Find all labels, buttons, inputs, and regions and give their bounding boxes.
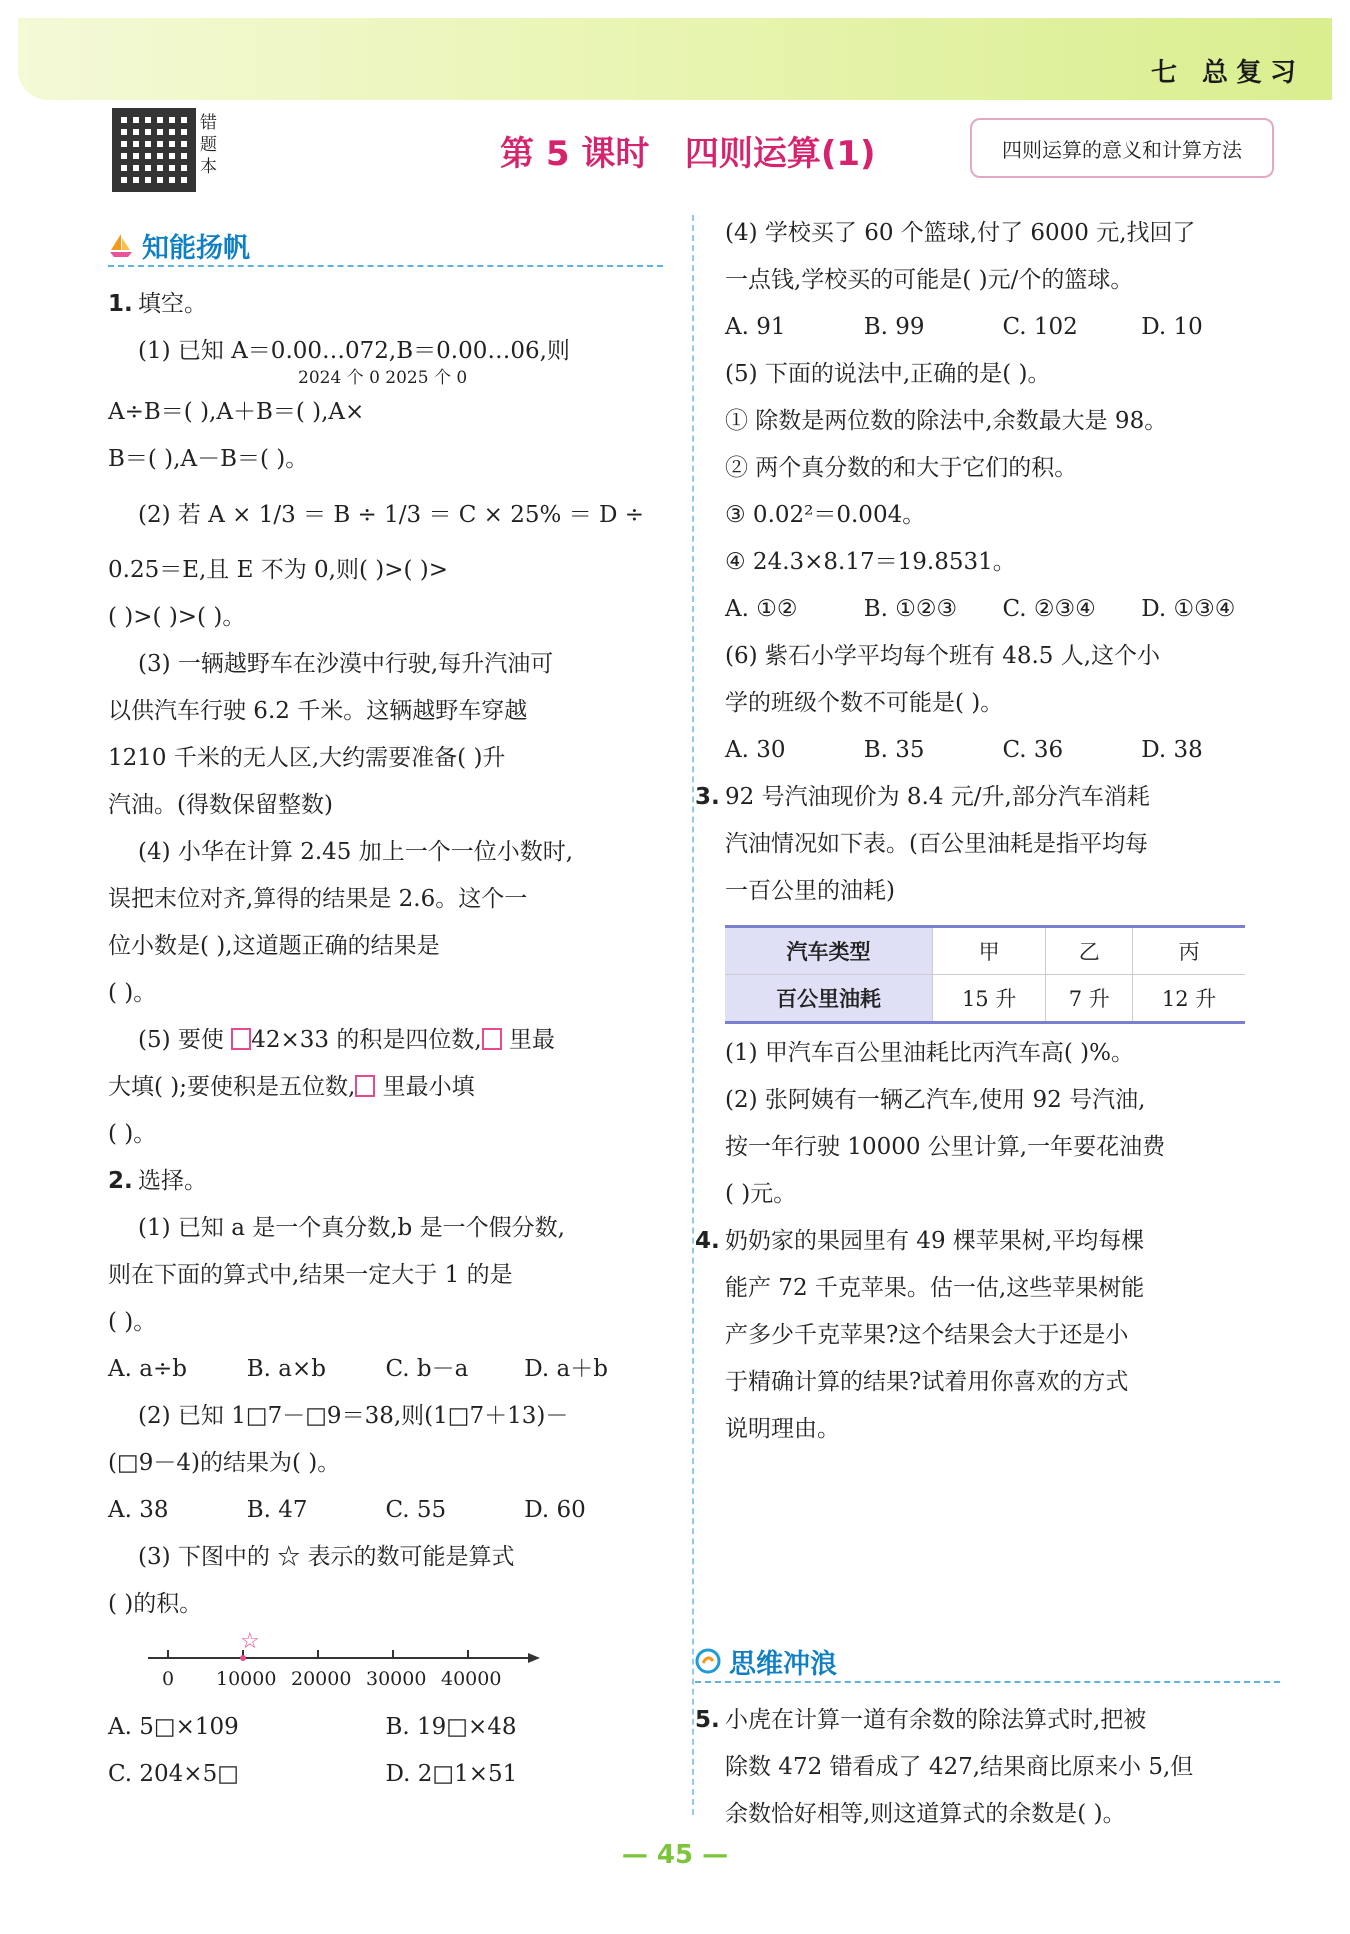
- q2-title: 2. 选择。: [108, 1168, 207, 1194]
- option-d[interactable]: D. a＋b: [524, 1356, 608, 1382]
- q2-5-statement4: ④ 24.3×8.17＝19.8531。: [725, 549, 1016, 575]
- q1-1-line3: B＝( ),A－B＝( )。: [108, 446, 309, 472]
- option-d[interactable]: D. 10: [1141, 314, 1203, 340]
- option-b[interactable]: B. a×b: [246, 1356, 326, 1382]
- option-c[interactable]: C. 102: [1002, 314, 1078, 340]
- q1-3-line3: 1210 千米的无人区,大约需要准备( )升: [108, 745, 506, 771]
- q1-3-line4: 汽油。(得数保留整数): [108, 792, 333, 818]
- q1-3-line2: 以供汽车行驶 6.2 千米。这辆越野车穿越: [108, 698, 528, 724]
- option-a[interactable]: A. 38: [108, 1497, 169, 1523]
- table-cell: 7 升: [1046, 975, 1133, 1023]
- tick-label: 30000: [366, 1668, 427, 1690]
- lesson-title: 第 5 课时 四则运算(1): [500, 134, 876, 174]
- topic-box: 四则运算的意义和计算方法: [970, 118, 1274, 178]
- option-a[interactable]: A. ①②: [725, 596, 798, 622]
- q1-4-line3: 位小数是( ),这道题正确的结果是: [108, 933, 440, 959]
- q1-1-line1: (1) 已知 A＝0.00…072,B＝0.00…06,则: [138, 338, 570, 364]
- q5-line1: 5. 小虎在计算一道有余数的除法算式时,把被: [695, 1707, 1147, 1733]
- q2-5-line1: (5) 下面的说法中,正确的是( )。: [725, 361, 1051, 387]
- qr-label: 错题本: [200, 113, 217, 177]
- table-cell: 甲: [933, 927, 1046, 975]
- q4-line5: 说明理由。: [725, 1416, 840, 1442]
- table-cell: 12 升: [1133, 975, 1245, 1023]
- qr-code-icon[interactable]: [112, 108, 196, 192]
- q5-line3: 余数恰好相等,则这道算式的余数是( )。: [725, 1801, 1126, 1827]
- q4-line1: 4. 奶奶家的果园里有 49 棵苹果树,平均每棵: [695, 1228, 1145, 1254]
- option-d[interactable]: D. ①③④: [1141, 596, 1236, 622]
- q3-line3: 一百公里的油耗): [725, 878, 895, 904]
- option-b[interactable]: B. 99: [863, 314, 925, 340]
- option-c[interactable]: C. ②③④: [1002, 596, 1096, 622]
- q2-4-line1: (4) 学校买了 60 个篮球,付了 6000 元,找回了: [725, 220, 1196, 246]
- option-d[interactable]: D. 2□1×51: [385, 1761, 518, 1787]
- left-column: [108, 225, 663, 1798]
- q2-5-statement2: ② 两个真分数的和大于它们的积。: [725, 455, 1078, 481]
- q2-1-line2: 则在下面的算式中,结果一定大于 1 的是: [108, 1262, 513, 1288]
- q3-2-line3: ( )元。: [725, 1181, 797, 1207]
- table-row: [725, 927, 1245, 975]
- q1-4-line4: ( )。: [108, 980, 157, 1006]
- number-line: [148, 1628, 663, 1698]
- column-divider: [692, 215, 694, 1815]
- q2-3-options-row1: [108, 1704, 663, 1751]
- option-c[interactable]: C. b－a: [385, 1356, 469, 1382]
- option-b[interactable]: B. 19□×48: [385, 1714, 517, 1740]
- right-column: [695, 210, 1280, 1838]
- sailboat-icon: [108, 232, 134, 258]
- q2-2-options: [108, 1487, 663, 1534]
- q1-1-note: 2024 个 0 2025 个 0: [298, 368, 468, 388]
- q3-1: (1) 甲汽车百公里油耗比丙汽车高( )%。: [725, 1040, 1135, 1066]
- q2-3-line1: (3) 下图中的 ☆ 表示的数可能是算式: [138, 1544, 515, 1570]
- tick: [168, 1650, 468, 1658]
- table-header-cell: 百公里油耗: [725, 975, 933, 1023]
- q2-5-options: [725, 586, 1280, 633]
- q2-5-statement1: ① 除数是两位数的除法中,余数最大是 98。: [725, 408, 1168, 434]
- q2-3-options-row2: [108, 1751, 663, 1798]
- q2-6-line1: (6) 紫石小学平均每个班有 48.5 人,这个小: [725, 643, 1161, 669]
- q1-2-line2: 0.25＝E,且 E 不为 0,则( )>( )>: [108, 557, 449, 583]
- q2-2-line2: (□9－4)的结果为( )。: [108, 1450, 341, 1476]
- option-d[interactable]: D. 60: [524, 1497, 586, 1523]
- tick-label: 40000: [441, 1668, 502, 1690]
- unit-title: 七 总复习: [1150, 58, 1304, 88]
- blank-box[interactable]: [231, 1028, 251, 1050]
- q2-1-line1: (1) 已知 a 是一个真分数,b 是一个假分数,: [138, 1215, 565, 1241]
- option-c[interactable]: C. 55: [385, 1497, 447, 1523]
- q1-5-line3: ( )。: [108, 1121, 157, 1147]
- q4-line4: 于精确计算的结果?试着用你喜欢的方式: [725, 1369, 1129, 1395]
- q2-4-options: [725, 304, 1280, 351]
- header-banner: [18, 18, 1332, 100]
- q2-2-line1: (2) 已知 1□7－□9＝38,则(1□7＋13)－: [138, 1403, 569, 1429]
- q5-line2: 除数 472 错看成了 427,结果商比原来小 5,但: [725, 1754, 1194, 1780]
- table-cell: 乙: [1046, 927, 1133, 975]
- option-b[interactable]: B. 35: [863, 737, 925, 763]
- section-practice: [108, 225, 663, 267]
- option-c[interactable]: C. 36: [1002, 737, 1064, 763]
- option-d[interactable]: D. 38: [1141, 737, 1203, 763]
- q1-2-line3: ( )>( )>( )。: [108, 604, 246, 630]
- q1-5-line1: (5) 要使 42×33 的积是四位数, 里最: [138, 1027, 555, 1053]
- q3-2-line1: (2) 张阿姨有一辆乙汽车,使用 92 号汽油,: [725, 1087, 1146, 1113]
- wave-icon: [695, 1648, 721, 1674]
- tick-label: 20000: [291, 1668, 352, 1690]
- table-header-cell: 汽车类型: [725, 927, 933, 975]
- q2-4-line2: 一点钱,学校买的可能是( )元/个的篮球。: [725, 267, 1134, 293]
- blank-box[interactable]: [482, 1028, 502, 1050]
- q1-title: 1. 填空。: [108, 291, 207, 317]
- q1-4-line1: (4) 小华在计算 2.45 加上一个一位小数时,: [138, 839, 574, 865]
- q2-1-options: [108, 1346, 663, 1393]
- option-b[interactable]: B. 47: [246, 1497, 308, 1523]
- q4-line2: 能产 72 千克苹果。估一估,这些苹果树能: [725, 1275, 1145, 1301]
- option-a[interactable]: A. 91: [725, 314, 786, 340]
- section-title: 思维冲浪: [729, 1648, 837, 1680]
- fuel-table: [725, 925, 1245, 1024]
- star-icon: ☆: [240, 1629, 260, 1654]
- option-c[interactable]: C. 204×5□: [108, 1761, 239, 1787]
- q4-line3: 产多少千克苹果?这个结果会大于还是小: [725, 1322, 1129, 1348]
- section-title: 知能扬帆: [142, 232, 250, 264]
- option-a[interactable]: A. a÷b: [108, 1356, 187, 1382]
- q3-line1: 3. 92 号汽油现价为 8.4 元/升,部分汽车消耗: [695, 784, 1150, 810]
- q3-2-line2: 按一年行驶 10000 公里计算,一年要花油费: [725, 1134, 1166, 1160]
- q1-4-line2: 误把末位对齐,算得的结果是 2.6。这个一: [108, 886, 528, 912]
- option-a[interactable]: A. 5□×109: [108, 1714, 239, 1740]
- q3-line2: 汽油情况如下表。(百公里油耗是指平均每: [725, 831, 1148, 857]
- option-b[interactable]: B. ①②③: [863, 596, 958, 622]
- q2-6-line2: 学的班级个数不可能是( )。: [725, 690, 1004, 716]
- table-row: [725, 975, 1245, 1023]
- q1-3-line1: (3) 一辆越野车在沙漠中行驶,每升汽油可: [138, 651, 554, 677]
- tick-label: 10000: [216, 1668, 277, 1690]
- q1-2-line1: (2) 若 A × 1/3 ＝ B ÷ 1/3 ＝ C × 25% ＝ D ÷: [138, 502, 645, 528]
- q2-1-line3: ( )。: [108, 1309, 157, 1335]
- section-challenge: [695, 1641, 1280, 1683]
- option-a[interactable]: A. 30: [725, 737, 786, 763]
- page-number: — 45 —: [621, 1840, 729, 1870]
- q2-6-options: [725, 727, 1280, 774]
- q2-3-line2: ( )的积。: [108, 1591, 203, 1617]
- q2-5-statement3: ③ 0.02²＝0.004。: [725, 502, 926, 528]
- blank-box[interactable]: [355, 1075, 375, 1097]
- q1-5-line2: 大填( );要使积是五位数, 里最小填: [108, 1074, 475, 1100]
- q1-1-line2: A÷B＝( ),A＋B＝( ),A×: [108, 399, 365, 425]
- answer-space[interactable]: [725, 1453, 1280, 1641]
- table-cell: 15 升: [933, 975, 1046, 1023]
- tick-label: 0: [162, 1668, 175, 1690]
- table-cell: 丙: [1133, 927, 1245, 975]
